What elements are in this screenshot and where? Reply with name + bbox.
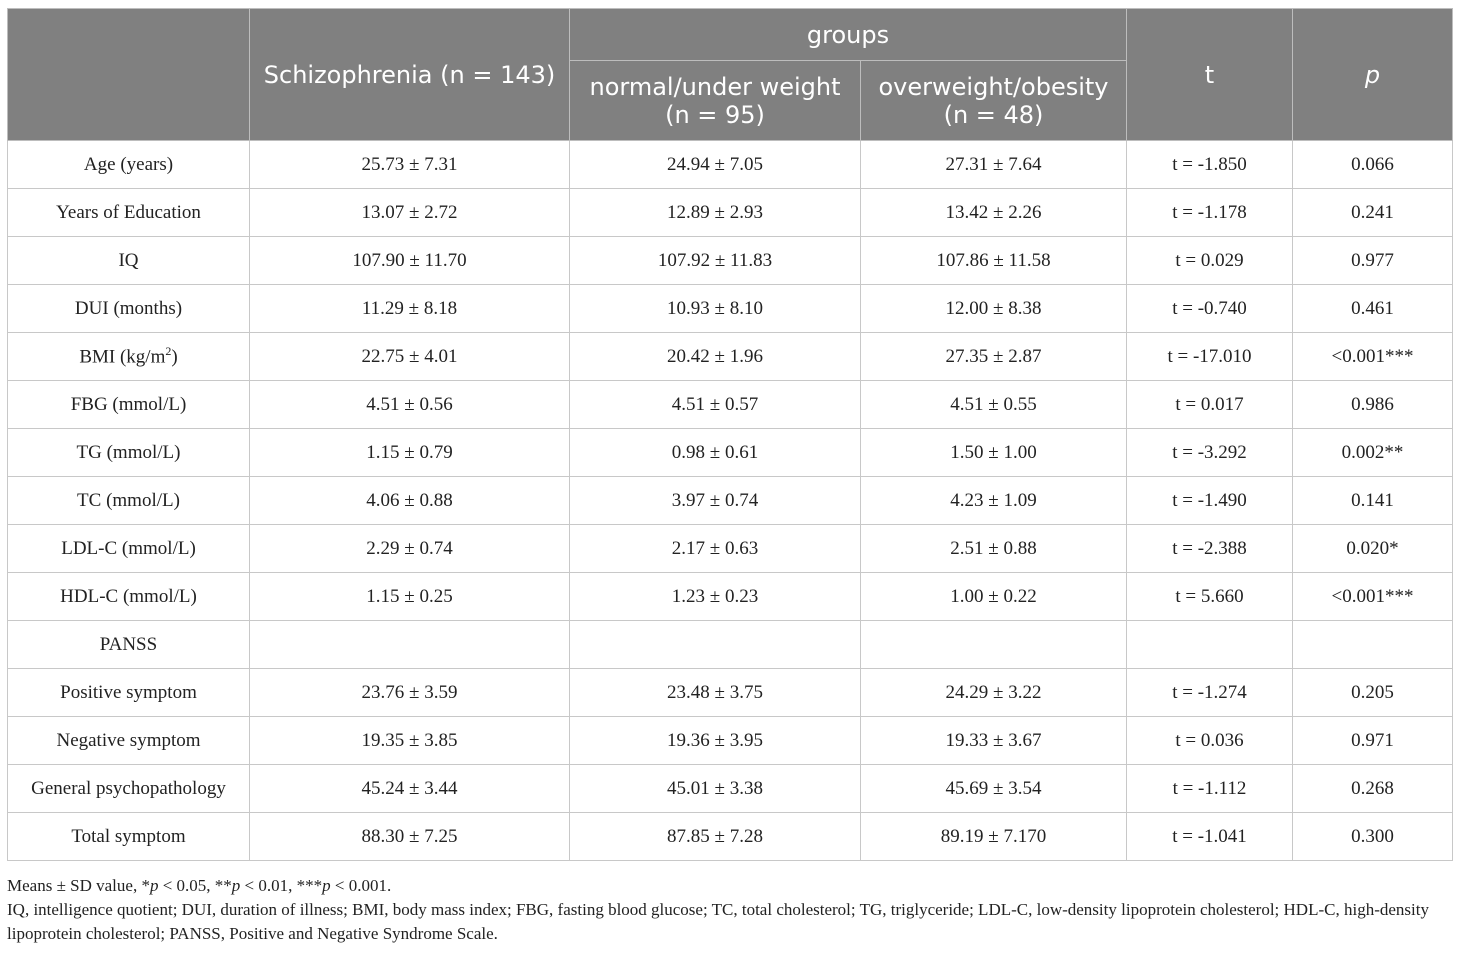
note-p-italic: p (149, 876, 159, 895)
cell-normal-weight: 12.89 ± 2.93 (570, 189, 861, 237)
cell-schizophrenia: 22.75 ± 4.01 (250, 333, 570, 381)
cell-schizophrenia: 45.24 ± 3.44 (250, 765, 570, 813)
row-label-superscript: 2 (165, 344, 172, 359)
cell-normal-weight (570, 621, 861, 669)
cell-p: 0.461 (1293, 285, 1453, 333)
table-row (8, 813, 1453, 861)
header-normal-weight: normal/under weight (n = 95) (570, 61, 861, 141)
header-schizophrenia: Schizophrenia (n = 143) (250, 9, 570, 141)
note-text: < 0.05, ** (158, 876, 232, 895)
cell-normal-weight: 23.48 ± 3.75 (570, 669, 861, 717)
cell-schizophrenia: 1.15 ± 0.25 (250, 573, 570, 621)
row-label-text: Negative symptom (56, 729, 201, 751)
cell-schizophrenia: 4.06 ± 0.88 (250, 477, 570, 525)
row-label (8, 525, 250, 573)
cell-p (1293, 621, 1453, 669)
cell-p: 0.986 (1293, 381, 1453, 429)
note-text: < 0.001. (330, 876, 392, 895)
cell-t: t = -1.850 (1127, 141, 1293, 189)
cell-p: <0.001*** (1293, 333, 1453, 381)
cell-overweight: 24.29 ± 3.22 (861, 669, 1127, 717)
note-abbreviations: IQ, intelligence quotient; DUI, duration of illness; BMI, body mass index; FBG, fasting blood glucose; TC, total cholesterol; TG, triglyceride; LDL-C, low-density lipoprotein cholesterol; HDL-C, high-density lipoprotein cholesterol; PANSS, Positive and Negative Syndrome Scale. (7, 900, 1429, 943)
cell-t: t = -1.274 (1127, 669, 1293, 717)
cell-p: 0.205 (1293, 669, 1453, 717)
row-label (8, 333, 250, 381)
table-notes (7, 874, 1455, 946)
cell-overweight: 19.33 ± 3.67 (861, 717, 1127, 765)
row-label-text: PANSS (99, 633, 158, 655)
row-label-text: General psychopathology (31, 777, 226, 799)
row-label-text: BMI (kg/m (79, 346, 166, 368)
table-container (7, 8, 1452, 861)
cell-overweight: 4.23 ± 1.09 (861, 477, 1127, 525)
cell-t: t = -0.740 (1127, 285, 1293, 333)
row-label (8, 141, 250, 189)
table-row (8, 573, 1453, 621)
row-label-text-end: ) (171, 346, 178, 368)
table-row (8, 237, 1453, 285)
cell-p: 0.020* (1293, 525, 1453, 573)
cell-t: t = -17.010 (1127, 333, 1293, 381)
cell-schizophrenia: 23.76 ± 3.59 (250, 669, 570, 717)
cell-normal-weight: 87.85 ± 7.28 (570, 813, 861, 861)
row-label (8, 813, 250, 861)
cell-p: 0.066 (1293, 141, 1453, 189)
table-row (8, 525, 1453, 573)
cell-t: t = -1.112 (1127, 765, 1293, 813)
cell-overweight: 89.19 ± 7.170 (861, 813, 1127, 861)
row-label (8, 717, 250, 765)
data-table (7, 8, 1453, 861)
cell-t: t = -3.292 (1127, 429, 1293, 477)
row-label (8, 477, 250, 525)
cell-t: t = -2.388 (1127, 525, 1293, 573)
cell-overweight: 45.69 ± 3.54 (861, 765, 1127, 813)
cell-p: 0.977 (1293, 237, 1453, 285)
cell-overweight: 27.35 ± 2.87 (861, 333, 1127, 381)
cell-schizophrenia: 25.73 ± 7.31 (250, 141, 570, 189)
row-label (8, 189, 250, 237)
cell-overweight: 1.50 ± 1.00 (861, 429, 1127, 477)
cell-overweight: 13.42 ± 2.26 (861, 189, 1127, 237)
header-t: t (1127, 9, 1293, 141)
cell-p: 0.141 (1293, 477, 1453, 525)
row-label-text: TC (mmol/L) (77, 489, 180, 511)
row-label (8, 429, 250, 477)
cell-overweight: 107.86 ± 11.58 (861, 237, 1127, 285)
table-row (8, 429, 1453, 477)
row-label (8, 237, 250, 285)
cell-normal-weight: 2.17 ± 0.63 (570, 525, 861, 573)
cell-t: t = 5.660 (1127, 573, 1293, 621)
cell-normal-weight: 45.01 ± 3.38 (570, 765, 861, 813)
header-groups: groups (570, 9, 1127, 61)
cell-schizophrenia: 88.30 ± 7.25 (250, 813, 570, 861)
cell-normal-weight: 20.42 ± 1.96 (570, 333, 861, 381)
cell-overweight: 1.00 ± 0.22 (861, 573, 1127, 621)
cell-normal-weight: 24.94 ± 7.05 (570, 141, 861, 189)
cell-p: 0.300 (1293, 813, 1453, 861)
row-label-text: Age (years) (83, 153, 174, 175)
row-label-text: FBG (mmol/L) (70, 393, 187, 415)
table-row (8, 477, 1453, 525)
note-p-italic: p (322, 876, 331, 895)
cell-normal-weight: 0.98 ± 0.61 (570, 429, 861, 477)
cell-p: <0.001*** (1293, 573, 1453, 621)
cell-schizophrenia: 107.90 ± 11.70 (250, 237, 570, 285)
cell-overweight: 12.00 ± 8.38 (861, 285, 1127, 333)
cell-t: t = -1.041 (1127, 813, 1293, 861)
cell-overweight: 2.51 ± 0.88 (861, 525, 1127, 573)
row-label (8, 381, 250, 429)
cell-schizophrenia: 2.29 ± 0.74 (250, 525, 570, 573)
note-text: Means ± SD value, * (7, 876, 150, 895)
table-row (8, 141, 1453, 189)
row-label (8, 621, 250, 669)
cell-schizophrenia: 13.07 ± 2.72 (250, 189, 570, 237)
note-significance (7, 874, 1455, 898)
cell-t: t = -1.178 (1127, 189, 1293, 237)
cell-normal-weight: 3.97 ± 0.74 (570, 477, 861, 525)
cell-overweight: 27.31 ± 7.64 (861, 141, 1127, 189)
note-text: < 0.01, *** (240, 876, 323, 895)
header-p: p (1293, 9, 1453, 141)
row-label (8, 285, 250, 333)
cell-schizophrenia: 11.29 ± 8.18 (250, 285, 570, 333)
cell-normal-weight: 19.36 ± 3.95 (570, 717, 861, 765)
row-label-text: Total symptom (71, 825, 186, 847)
header-overweight: overweight/obesity (n = 48) (861, 61, 1127, 141)
cell-normal-weight: 107.92 ± 11.83 (570, 237, 861, 285)
row-label-text: LDL-C (mmol/L) (61, 537, 196, 559)
row-label-text: TG (mmol/L) (76, 441, 181, 463)
row-label-text: HDL-C (mmol/L) (60, 585, 197, 607)
cell-overweight: 4.51 ± 0.55 (861, 381, 1127, 429)
row-label-text: IQ (118, 249, 139, 271)
table-header (8, 9, 1453, 141)
row-label-text: Positive symptom (60, 681, 197, 703)
row-label (8, 765, 250, 813)
table-row (8, 189, 1453, 237)
cell-t: t = 0.017 (1127, 381, 1293, 429)
table-row (8, 621, 1453, 669)
cell-schizophrenia (250, 621, 570, 669)
table-row (8, 669, 1453, 717)
row-label (8, 573, 250, 621)
table-row (8, 717, 1453, 765)
cell-schizophrenia: 1.15 ± 0.79 (250, 429, 570, 477)
cell-t: t = 0.029 (1127, 237, 1293, 285)
header-blank (8, 9, 250, 141)
table-row (8, 765, 1453, 813)
table-row (8, 333, 1453, 381)
cell-schizophrenia: 19.35 ± 3.85 (250, 717, 570, 765)
cell-normal-weight: 4.51 ± 0.57 (570, 381, 861, 429)
cell-normal-weight: 1.23 ± 0.23 (570, 573, 861, 621)
row-label-text: DUI (months) (74, 297, 183, 319)
cell-schizophrenia: 4.51 ± 0.56 (250, 381, 570, 429)
cell-t (1127, 621, 1293, 669)
cell-normal-weight: 10.93 ± 8.10 (570, 285, 861, 333)
row-label-text: Years of Education (56, 201, 201, 223)
cell-t: t = 0.036 (1127, 717, 1293, 765)
row-label (8, 669, 250, 717)
table-row (8, 381, 1453, 429)
cell-t: t = -1.490 (1127, 477, 1293, 525)
note-p-italic: p (231, 876, 241, 895)
cell-overweight (861, 621, 1127, 669)
cell-p: 0.971 (1293, 717, 1453, 765)
cell-p: 0.241 (1293, 189, 1453, 237)
table-row (8, 285, 1453, 333)
cell-p: 0.002** (1293, 429, 1453, 477)
cell-p: 0.268 (1293, 765, 1453, 813)
table-body (8, 141, 1453, 861)
